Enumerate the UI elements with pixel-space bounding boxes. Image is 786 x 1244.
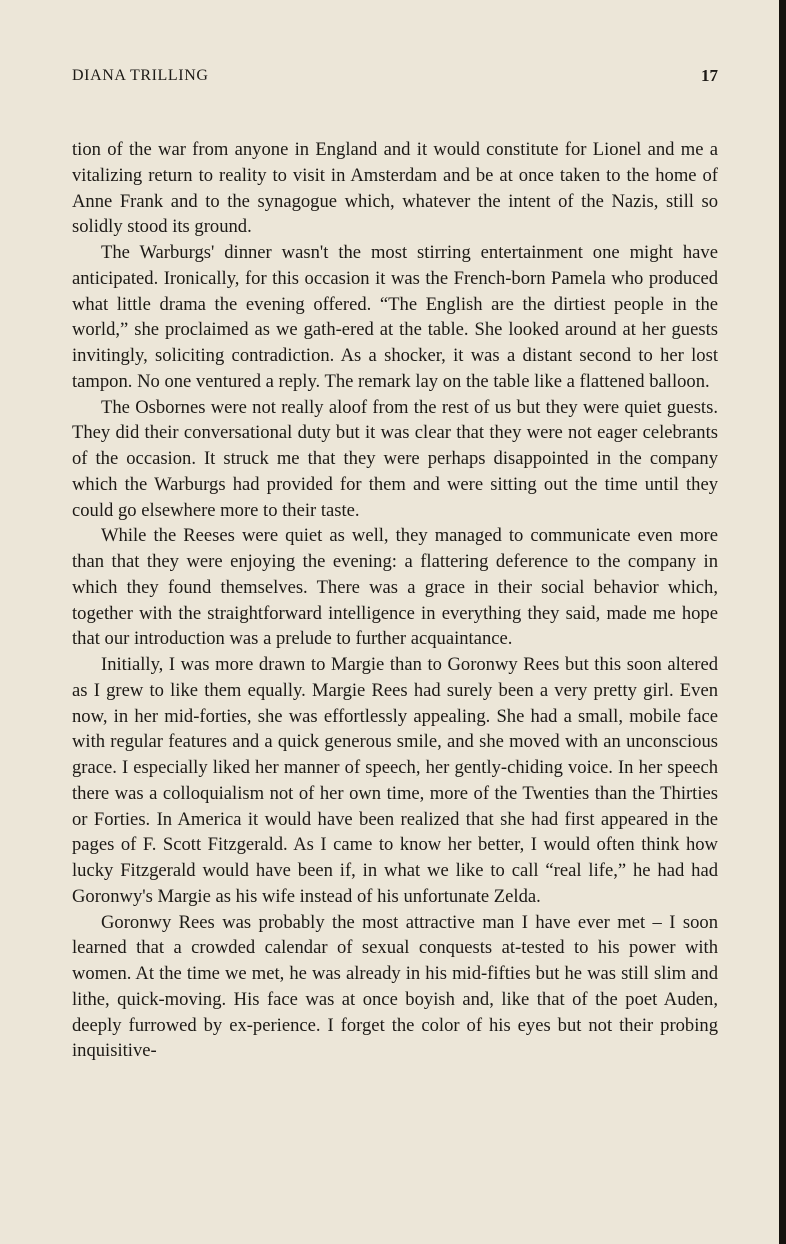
body-text xyxy=(72,137,718,1064)
paragraph-6: Goronwy Rees was probably the most attractive man I have ever met – I soon learned that a crowded calendar of sexual conquests at-tested to his power with women. At the time we met, he was already in his mid-fifties but he was still slim and lithe, quick-moving. His face was at once boyish and, like that of the poet Auden, deeply furrowed by ex-perience. I forget the color of his eyes but not their probing inquisitive- xyxy=(72,911,718,1062)
page-number: 17 xyxy=(701,66,718,85)
page-edge-shadow xyxy=(779,0,786,1244)
running-head: DIANA TRILLING xyxy=(72,67,209,84)
page-header xyxy=(72,64,718,88)
paragraph-1: tion of the war from anyone in England and it would constitute for Lionel and me a vitalizing return to reality to visit in Amsterdam and be at once taken to the home of Anne Frank and to the synagogue which, whatever the intent of the Nazis, still so solidly stood its ground. xyxy=(72,139,718,238)
paragraph-4: While the Reeses were quiet as well, they managed to communicate even more than that they were enjoying the evening: a flattering deference to the company in which they found themselves. There was a grace in their social behavior which, together with the straightforward intelligence in everything they said, made me hope that our introduction was a prelude to further acquaintance. xyxy=(72,525,718,650)
paragraph-3: The Osbornes were not really aloof from the rest of us but they were quiet guests. They did their conversational duty but it was clear that they were not eager celebrants of the occasion. It struck me that they were perhaps disappointed in the company which the Warburgs had provided for them and were sitting out the time until they could go elsewhere more to their taste. xyxy=(72,396,718,521)
paragraph-5: Initially, I was more drawn to Margie than to Goronwy Rees but this soon altered as I grew to like them equally. Margie Rees had surely been a very pretty girl. Even now, in her mid-forties, she was effortlessly appealing. She had a small, mobile face with regular features and a quick generous smile, and she moved with an unconscious grace. I especially liked her manner of speech, her gently-chiding voice. In her speech there was a colloquialism not of her own time, more of the Twenties than the Thirties or Forties. In America it would have been realized that she had first appeared in the pages of F. Scott Fitzgerald. As I came to know her better, I would often think how lucky Fitzgerald would have been if, in what we like to call “real life,” he had had Goronwy's Margie as his wife instead of his unfortunate Zelda. xyxy=(72,654,718,907)
paragraph-2: The Warburgs' dinner wasn't the most stirring entertainment one might have anticipated. Ironically, for this occasion it was the French-born Pamela who produced what little drama the evening offered. “The English are the dirtiest people in the world,” she proclaimed as we gath-ered at the table. She looked around at her guests invitingly, soliciting contradiction. As a shocker, it was a distant second to her lost tampon. No one ventured a reply. The remark lay on the table like a flattened balloon. xyxy=(72,242,718,392)
